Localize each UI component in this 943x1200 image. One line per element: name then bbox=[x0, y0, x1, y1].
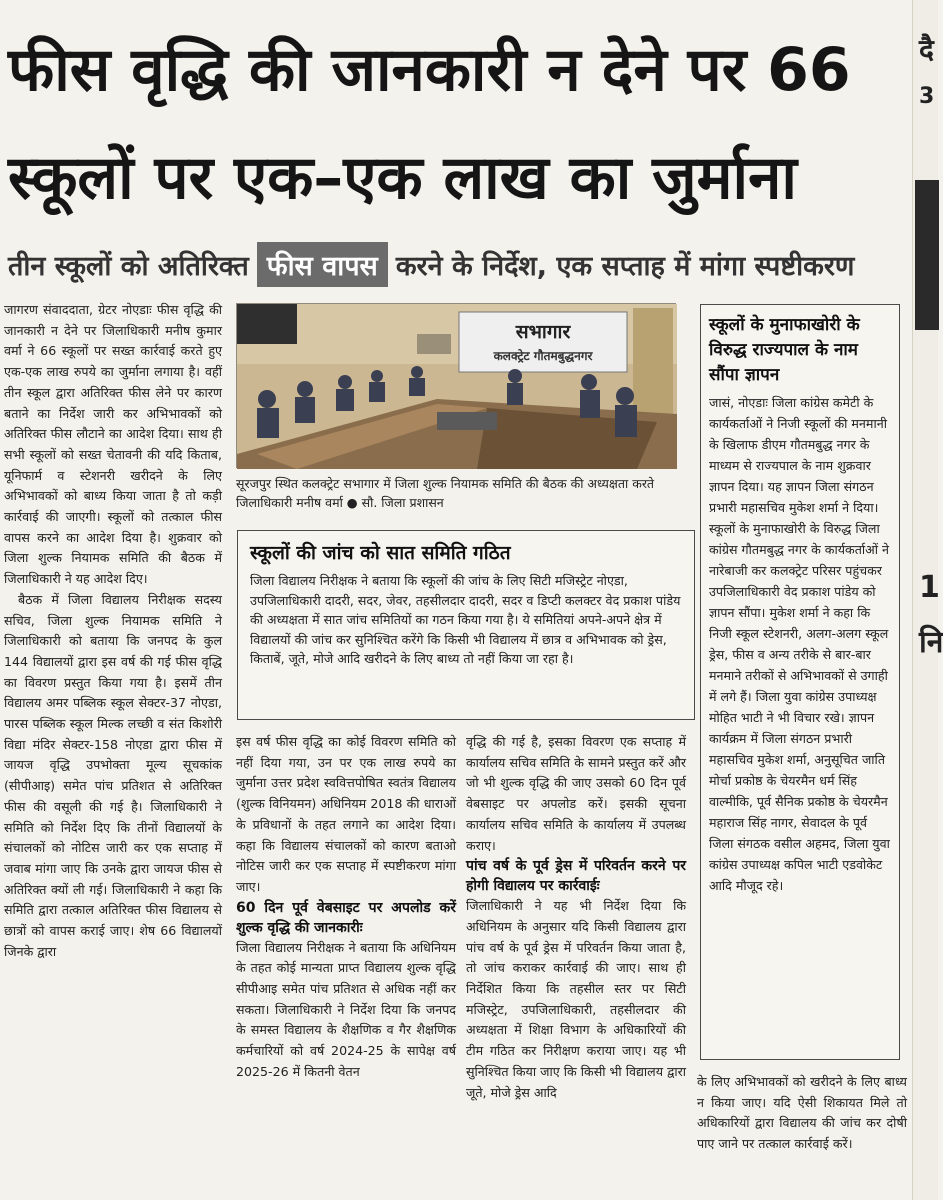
box-memorandum-body: जासं, नोएडाः जिला कांग्रेस कमेटी के कार्यकर्ताओं ने निजी स्कूलों की मनमानी के खिलाफ डीएम गौतमबुद्ध नगर के माध्यम से राज्यपाल के नाम शुक्रवार ज्ञापन दिया। यह ज्ञापन जिला संगठन प्रभारी महासचिव मुकेश शर्मा ने दिया। स्कूलों के मुनाफाखोरी के विरुद्ध जिला कांग्रेस गौतमबुद्ध नगर के कार्यकर्ताओं ने नारेबाजी कर कलक्ट्रेट परिसर पहुंचकर उपजिलाधिकारी वेद प्रकाश पांडेय को ज्ञापन सौंपा। मुकेश शर्मा ने कहा कि निजी स्कूल स्टेशनरी, अलग-अलग स्कूल ड्रेस, फीस व अन्य तरीके से बार-बार मनमाने तरीकों से अभिभावकों से उगाही में लगे हैं। जिला युवा कांग्रेस उपाध्यक्ष मोहित भाटी ने भी विचार रखे। ज्ञापन कार्यक्रम में जिला संगठन प्रभारी महासचिव मुकेश शर्मा, अनुसूचित जाति मोर्चा प्रकोष्ठ के चेयरमैन धर्म सिंह वाल्मीकि, पूर्व सैनिक प्रकोष्ठ के चेयरमैन महाराज सिंह नागर, सेवादल के पूर्व जिला संगठक वसील अहमद, जिला युवा कांग्रेस उपाध्यक्ष कपिल भाटी एडवोकेट आदि मौजूद रहे। bbox=[709, 395, 890, 893]
sidebar-box-committees bbox=[237, 530, 695, 720]
edge-letter-4: नि bbox=[919, 625, 943, 660]
edge-photo bbox=[915, 180, 939, 330]
headline-line-2: स्कूलों पर एक–एक लाख का जुर्माना bbox=[8, 143, 797, 213]
article-column-2 bbox=[236, 732, 456, 1195]
photo-caption: सूरजपुर स्थित कलक्ट्रेट सभागार में जिला शुल्क नियामक समिति की बैठक की अध्यक्षता करते जिलाधिकारी मनीष वर्मा ● सौ. जिला प्रशासन bbox=[236, 476, 655, 510]
edge-letter-1: दै bbox=[919, 33, 934, 66]
sidebar-box-memorandum bbox=[700, 304, 900, 1060]
col1-paragraph-1: जागरण संवाददाता, ग्रेटर नोएडाः फीस वृद्धि की जानकारी न देने पर जिलाधिकारी मनीष कुमार वर्मा ने 66 स्कूलों पर सख्त कार्रवाई करते हुए एक-एक लाख रुपये का जुर्माना लगाया है। वहीं तीन स्कूल द्वारा अतिरिक्त फीस लेने पर कारण बताने का निर्देश जारी कर अभिभावकों को अतिरिक्त फीस लौटाने का आदेश दिया। साथ ही सभी स्कूलों को सख्त चेतावनी की यदि किताब, यूनिफार्म व स्टेशनरी खरीदने के लिए अभिभावकों को बाध्य किया जाता है तो कड़ी कार्रवाई की जाएगी। स्कूलों को तत्काल फीस वापस करने का आदेश दिया है। शुक्रवार को जिला शुल्क नियामक समिति की बैठक में जिलाधिकारी ने यह आदेश दिए। bbox=[4, 302, 222, 587]
subheadline-before: तीन स्कूलों को अतिरिक्त bbox=[8, 250, 249, 282]
subheadline-highlight: फीस वापस bbox=[257, 242, 388, 287]
box-memorandum-title: स्कूलों के मुनाफाखोरी के विरुद्ध राज्यपाल के नाम सौंपा ज्ञापन bbox=[709, 315, 860, 385]
subheadline-after: करने के निर्देश, एक सप्ताह में मांगा स्पष्टीकरण bbox=[395, 250, 855, 282]
col4-paragraph-1: के लिए अभिभावकों को खरीदने के लिए बाध्य न किया जाए। यदि ऐसी शिकायत मिले तो अधिकारियों द्वारा विद्यालय की जांच कर दोषी पाए जाने पर तत्काल कार्रवाई करें। bbox=[697, 1074, 907, 1152]
headline-line-1: फीस वृद्धि की जानकारी न देने पर 66 bbox=[8, 35, 851, 105]
adjacent-page-edge bbox=[912, 0, 943, 1200]
edge-letter-3: 1 bbox=[919, 570, 940, 605]
col3-paragraph-1: वृद्धि की गई है, इसका विवरण एक सप्ताह में कार्यालय सचिव समिति के सामने प्रस्तुत करें और जो भी शुल्क वृद्धि की जाए उसको 60 दिन पूर्व वेबसाइट पर अपलोड करें। इसकी सूचना कार्यालय सचिव समिति के कार्यालय में उपलब्ध कराए। bbox=[466, 734, 686, 853]
box-committees-body: जिला विद्यालय निरीक्षक ने बताया कि स्कूलों की जांच के लिए सिटी मजिस्ट्रेट नोएडा, उपजिलाधिकारी दादरी, सदर, जेवर, तहसीलदार दादरी, सदर व डिप्टी कलक्टर वेद प्रकाश पांडेय की अध्यक्षता में सात जांच समितियों का गठन किया गया है। ये समितियां अपने-अपने क्षेत्र में विद्यालयों की जांच कर सुनिश्चित करेंगे कि किसी भी विद्यालय में छात्र व अभिभावक को ड्रेस, किताबें, जूते, मोजे आदि खरीदने के लिए बाध्य तो नहीं किया जा रहा है। bbox=[250, 573, 681, 666]
article-column-1 bbox=[4, 300, 222, 1195]
col2-paragraph-1: इस वर्ष फीस वृद्धि का कोई विवरण समिति को नहीं दिया गया, उन पर एक लाख रुपये का जुर्माना उत्तर प्रदेश स्ववित्तपोषित स्वतंत्र विद्यालय (शुल्क विनियमन) अधिनियम 2018 की धाराओं के प्रविधानों के तहत लगाने का आदेश दिया। कहा कि विद्यालय संचालकों को कारण बताओ नोटिस जारी कर एक सप्ताह में स्पष्टीकरण मांगा जाए। bbox=[236, 734, 456, 894]
col3-subheading: पांच वर्ष के पूर्व ड्रेस में परिवर्तन करने पर होगी विद्यालय पर कार्रवाईः bbox=[466, 858, 686, 895]
meeting-photo-illustration bbox=[237, 304, 677, 469]
col2-paragraph-2: जिला विद्यालय निरीक्षक ने बताया कि अधिनियम के तहत कोई मान्यता प्राप्त विद्यालय शुल्क वृद्धि सीपीआइ समेत पांच प्रतिशत से अधिक नहीं कर सकता। जिलाधिकारी ने निर्देश दिया कि जनपद के समस्त विद्यालय के शैक्षणिक व गैर शैक्षणिक कर्मचारियों को वर्ष 2024-25 के सापेक्ष वर्ष 2025-26 में कितनी वेतन bbox=[236, 939, 456, 1079]
banner-subtitle: कलक्ट्रेट गौतमबुद्धनगर bbox=[493, 349, 593, 363]
banner-title: सभागार bbox=[515, 321, 571, 343]
article-column-4 bbox=[697, 1072, 907, 1195]
box-committees-title: स्कूलों की जांच को सात समिति गठित bbox=[250, 542, 511, 564]
meeting-photo bbox=[236, 303, 676, 468]
col3-paragraph-2: जिलाधिकारी ने यह भी निर्देश दिया कि अधिनियम के अनुसार यदि किसी विद्यालय द्वारा पांच वर्ष के पूर्व ड्रेस में परिवर्तन किया जाता है, तो जांच कराकर कार्रवाई की जाए। साथ ही निर्देशित किया कि तहसील स्तर पर सिटी मजिस्ट्रेट, उपजिलाधिकारी, तहसीलदार की अध्यक्षता में शिक्षा विभाग के अधिकारियों की टीम गठित कर निरीक्षण कराया जाए। यह भी सुनिश्चित किया जाए कि किसी भी विद्यालय द्वारा जूते, मोजे ड्रेस आदि bbox=[466, 898, 686, 1100]
edge-letter-2: 3 bbox=[919, 84, 935, 109]
subheadline bbox=[8, 236, 913, 292]
col2-subheading: 60 दिन पूर्व वेबसाइट पर अपलोड करें शुल्क वृद्धि की जानकारीः bbox=[236, 899, 456, 936]
article-column-3 bbox=[466, 732, 686, 1195]
col1-paragraph-2: बैठक में जिला विद्यालय निरीक्षक सदस्य सचिव, जिला शुल्क नियामक समिति ने जिलाधिकारी को बताया कि जनपद के कुल 144 विद्यालयों द्वारा इस वर्ष की गई फीस वृद्धि का विवरण प्रस्तुत किया गया है। इसमें तीन विद्यालय अमर पब्लिक स्कूल सेक्टर-37 नोएडा, पारस पब्लिक स्कूल मिल्क लच्छी व संत किशोरी विद्या मंदिर सेक्टर-158 नोएडा द्वारा फीस में जायज वृद्धि उपभोक्ता मूल्य सूचकांक (सीपीआइ) समेत पांच प्रतिशत से अतिरिक्त फीस की वसूली की गई है। जिलाधिकारी ने समिति को निर्देश दिए कि तीनों विद्यालयों के संचालकों को नोटिस जारी कर एक सप्ताह में जवाब मांगा जाए कि उनके द्वारा जायज फीस से अतिरिक्त क्यों ली गई। जिलाधिकारी ने कहा कि समिति द्वारा तत्काल अतिरिक्त फीस विद्यालय से छात्रों को वापस कराई जाए। शेष 66 विद्यालयों जिनके द्वारा bbox=[4, 591, 222, 959]
